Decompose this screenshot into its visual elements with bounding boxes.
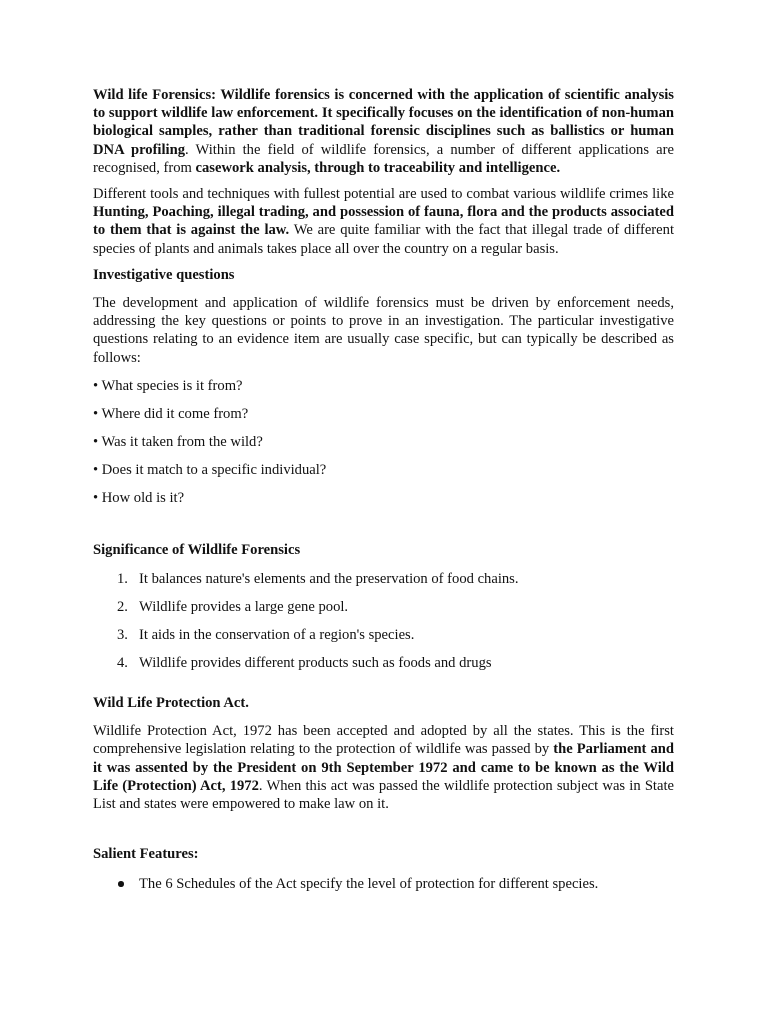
salient-list — [93, 875, 674, 893]
tools-paragraph — [93, 185, 674, 258]
intro-paragraph — [93, 86, 674, 177]
wlpa-plain-a: Wildlife Protection Act, 1972 has been accepted and adopted by all the states. This is the first comprehensive legislation relating to the protection of wildlife was passed by — [93, 723, 674, 758]
salient-heading: Salient Features: — [93, 846, 199, 863]
salient-text: The 6 Schedules of the Act specify the level of protection for different species. — [139, 876, 599, 893]
list-text: Wildlife provides a large gene pool. — [139, 598, 349, 615]
list-text: It aids in the conservation of a region's species. — [139, 626, 415, 643]
tools-bold: Hunting, Poaching, illegal trading, and possession of fauna, flora and the products associated to them that is against the law. — [93, 204, 674, 239]
question-item: • Where did it come from? — [93, 405, 249, 422]
intro-bold-tail: casework analysis, through to traceability and intelligence. — [195, 159, 561, 176]
tools-plain-b: We are quite familiar with the fact that illegal trade of different species of plants and animals takes place all over the country on a regular basis. — [93, 222, 674, 257]
intro-lead: Wild life Forensics: — [93, 87, 216, 103]
investigative-paragraph: The development and application of wildlife forensics must be driven by enforcement needs, addressing the key questions or points to prove in an investigation. The particular investigative questions relating to an evidence item are usually case specific, but can typically be described as follows: — [93, 295, 674, 366]
significance-item — [93, 598, 674, 616]
list-text: Wildlife provides different products such as foods and drugs — [139, 654, 492, 671]
investigative-heading: Investigative questions — [93, 266, 235, 283]
list-number: 4. — [117, 654, 128, 671]
question-item: • Does it match to a specific individual? — [93, 462, 327, 479]
intro-bold-body: Wildlife forensics is concerned with the application of scientific analysis to support wildlife law enforcement. It specifically focuses on the identification of non-human biological samples, rather than traditional forensic disciplines such as ballistics or human DNA profiling — [93, 87, 674, 158]
salient-item — [93, 875, 674, 893]
tools-plain-a: Different tools and techniques with fullest potential are used to combat various wildlife crimes like — [93, 186, 674, 203]
bullet-dot-icon — [93, 875, 139, 893]
list-number: 3. — [117, 626, 128, 643]
wlpa-bold: the Parliament and it was assented by the President on 9th September 1972 and came to be known as the Wild Life (Protection) Act, 1972 — [93, 741, 674, 794]
list-number: 2. — [117, 598, 128, 615]
list-number: 1. — [117, 570, 128, 587]
wlpa-plain-b: . When this act was passed the wildlife protection subject was in State List and states were empowered to make law on it. — [93, 777, 675, 813]
wlpa-heading: Wild Life Protection Act. — [93, 695, 249, 711]
question-item: • What species is it from? — [93, 377, 243, 394]
intro-plain: . Within the field of wildlife forensics, a number of different applications are recognised, from — [93, 141, 674, 176]
significance-list — [93, 570, 674, 672]
question-item: • How old is it? — [93, 490, 185, 507]
significance-item — [93, 626, 674, 644]
question-item: • Was it taken from the wild? — [93, 434, 263, 451]
list-text: It balances nature's elements and the preservation of food chains. — [139, 570, 519, 587]
significance-heading: Significance of Wildlife Forensics — [93, 542, 301, 559]
spacer — [93, 517, 674, 541]
significance-item — [93, 570, 674, 588]
wlpa-paragraph — [93, 722, 674, 813]
significance-item — [93, 654, 674, 672]
